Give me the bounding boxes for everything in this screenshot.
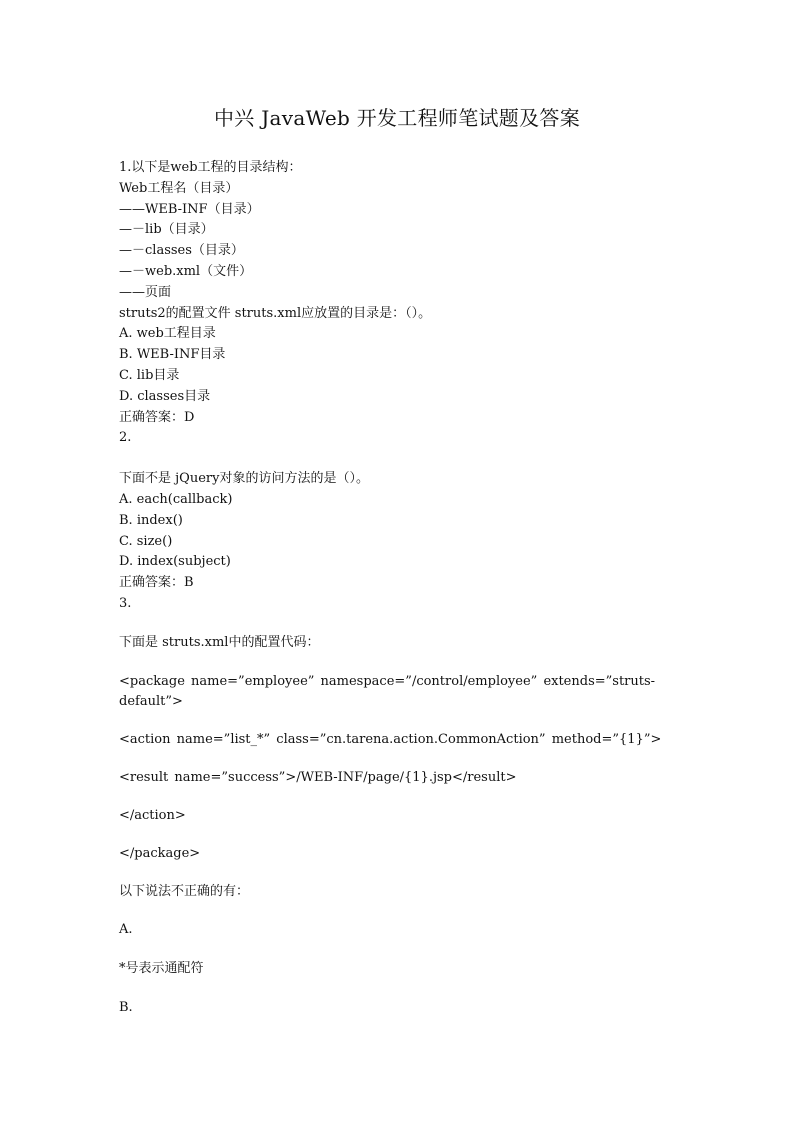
q1-option-c: C. lib目录 <box>119 367 180 383</box>
document-title: 中兴 JavaWeb 开发工程师笔试题及答案 <box>213 106 581 130</box>
q2-option-c: C. size() <box>119 533 173 549</box>
q1-line: 1.以下是web工程的目录结构： <box>119 160 302 175</box>
q3-option-a-label: A. <box>119 922 133 938</box>
q2-option-a: A. each(callback) <box>119 491 233 507</box>
q3-code-package-close: </package> <box>119 845 201 861</box>
q2-option-d: D. index(subject) <box>119 554 231 570</box>
q1-option-b: B. WEB-INF目录 <box>119 347 226 363</box>
q1-line: —－web.xml（文件） <box>119 263 253 279</box>
q3-code-action: <action name=”list_*” class=”cn.tarena.action.CommonAction” method=”{1}”> <box>119 731 662 747</box>
q3-question: 以下说法不正确的有： <box>119 883 250 899</box>
q1-line: —－lib（目录） <box>119 222 214 238</box>
q3-option-a-text: *号表示通配符 <box>119 961 204 977</box>
q1-question: struts2的配置文件 struts.xml应放置的目录是：（）。 <box>119 305 432 321</box>
q2-option-b: B. index() <box>119 512 183 528</box>
q1-option-d: D. classes目录 <box>119 388 211 404</box>
q1-line: ——页面 <box>119 284 172 300</box>
q2-question: 下面不是 jQuery对象的访问方法的是（）。 <box>119 471 369 487</box>
document-body <box>119 158 679 1019</box>
q1-option-a: A. web工程目录 <box>119 326 216 342</box>
q3-intro: 下面是 struts.xml中的配置代码： <box>119 634 320 650</box>
q1-answer: 正确答案：D <box>119 409 195 425</box>
q3-number: 3. <box>119 595 132 611</box>
q3-code-package: <package name=”employee” namespace=”/control/employee” extends=”struts-default”> <box>119 673 656 709</box>
q2-number: 2. <box>119 430 132 446</box>
q3-code-result: <result name=”success”>/WEB-INF/page/{1}.jsp</result> <box>119 769 517 785</box>
q2-answer: 正确答案：B <box>119 575 194 591</box>
q3-option-b-label: B. <box>119 999 133 1015</box>
q3-code-action-close: </action> <box>119 807 186 823</box>
q1-line: —－classes（目录） <box>119 243 244 259</box>
q1-line: Web工程名（目录） <box>119 180 239 196</box>
q1-line: ——WEB-INF（目录） <box>119 201 260 217</box>
